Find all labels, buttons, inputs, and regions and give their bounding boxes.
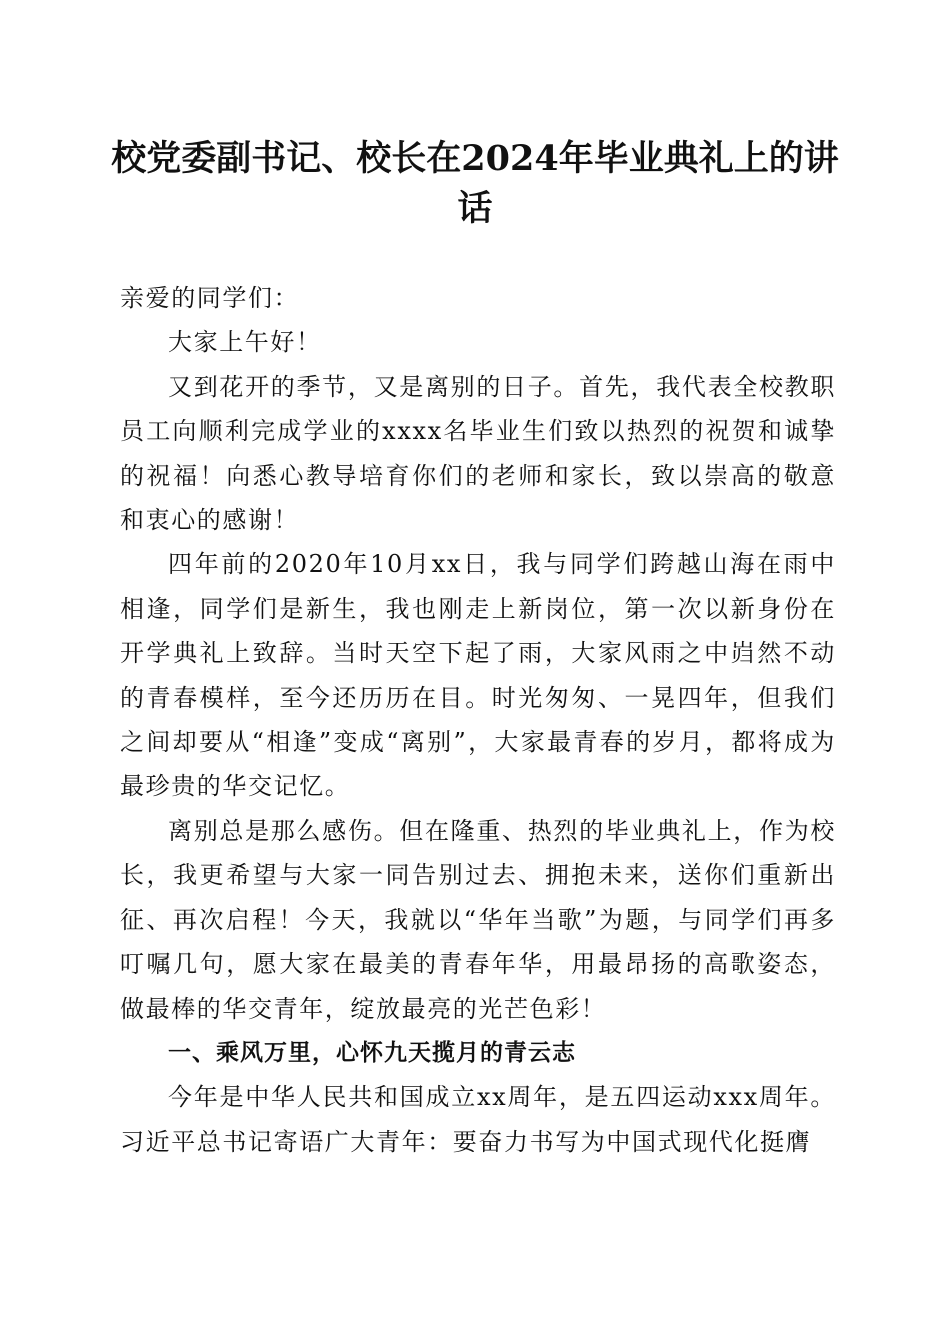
paragraph-four-years-ago: 四年前的2020年10月xx日，我与同学们跨越山海在雨中相逢，同学们是新生，我也刚走上新岗位，第一次以新身份在开学典礼上致辞。当时天空下起了雨，大家风雨之中岿然不动的青春模样，至今还历历在目。时光匆匆、一晃四年，但我们之间却要从“相逢”变成“离别”，大家最青春的岁月，都将成为最珍贵的华交记忆。 (120, 550, 836, 801)
paragraph-farewell: 离别总是那么感伤。但在隆重、热烈的毕业典礼上，作为校长，我更希望与大家一同告别过去、拥抱未来，送你们重新出征、再次启程！今天，我就以“华年当歌”为题，与同学们再多叮嘱几句，愿大家在最美的青春年华，用最昂扬的高歌姿态，做最棒的华交青年，绽放最亮的光芒色彩！ (120, 816, 836, 1023)
section-heading: 一、乘风万里，心怀九天揽月的青云志 (168, 1039, 576, 1066)
salutation: 亲爱的同学们： (120, 284, 300, 312)
document-title: 校党委副书记、校长在2024年毕业典礼上的讲话 (111, 138, 839, 229)
document-body (120, 276, 836, 1164)
section-paragraph: 今年是中华人民共和国成立xx周年，是五四运动xxx周年。习近平总书记寄语广大青年：要奋力书写为中国式现代化挺膺 (120, 1083, 836, 1156)
paragraph-congratulations: 又到花开的季节，又是离别的日子。首先，我代表全校教职员工向顺利完成学业的xxxx名毕业生们致以热烈的祝贺和诚挚的祝福！向悉心教导培育你们的老师和家长，致以崇高的敬意和衷心的感谢！ (120, 372, 836, 535)
greeting-paragraph: 大家上午好！ (168, 328, 322, 357)
